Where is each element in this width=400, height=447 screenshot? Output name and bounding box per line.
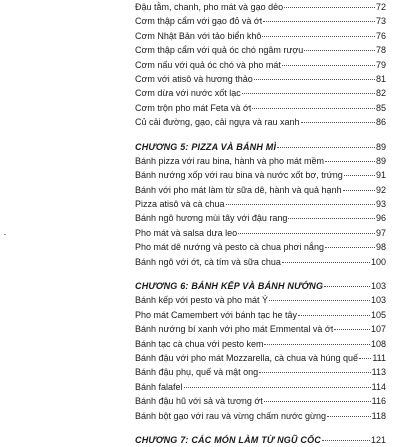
toc-entry xyxy=(135,380,386,394)
toc-entry xyxy=(135,115,386,129)
toc-entry xyxy=(135,226,386,240)
dot-leader xyxy=(277,147,375,148)
edge-mark xyxy=(4,234,6,235)
dot-leader xyxy=(226,204,375,205)
toc-entry xyxy=(135,168,386,182)
entry-title: Cơm dừa với nước xốt lạc xyxy=(135,88,241,99)
dot-leader xyxy=(263,21,375,22)
page-number: 105 xyxy=(370,309,386,320)
dot-leader xyxy=(184,387,371,388)
page-number: 97 xyxy=(375,227,386,238)
entry-title: Pho mát và salsa dưa leo xyxy=(135,227,238,238)
toc-entry xyxy=(135,43,386,57)
entry-title: Bánh nướng bí xanh với pho mát Emmental và ớt xyxy=(135,324,334,335)
page-number: 108 xyxy=(370,338,386,349)
dot-leader xyxy=(344,175,375,176)
entry-title: Cơm nấu với quả óc chó và pho mát xyxy=(135,59,281,70)
toc-entry xyxy=(135,255,386,269)
chapter-title: CHƯƠNG 7: CÁC MÓN LÀM TỪ NGŨ CỐC xyxy=(135,434,321,445)
page-number: 82 xyxy=(375,88,386,99)
toc-entry xyxy=(135,14,386,28)
page-number: 78 xyxy=(375,45,386,56)
page-number: 76 xyxy=(375,30,386,41)
table-of-contents xyxy=(135,0,386,447)
dot-leader xyxy=(264,401,371,402)
entry-title: Cơm trộn pho mát Feta và ớt xyxy=(135,102,252,113)
page-number: 116 xyxy=(371,396,386,407)
entry-title: Pho mát dê nướng và pesto cà chua phơi nắng xyxy=(135,242,324,253)
toc-entry xyxy=(135,101,386,115)
page-number: 113 xyxy=(371,367,386,378)
toc-entry xyxy=(135,72,386,86)
page-number: 121 xyxy=(370,434,386,445)
entry-title: Pizza atisô và cà chua xyxy=(135,199,225,210)
page-number: 111 xyxy=(372,352,386,363)
page-number: 85 xyxy=(375,102,386,113)
toc-entry xyxy=(135,29,386,43)
dot-leader xyxy=(259,372,371,373)
entry-title: Cơm thập cẩm với gạo đỏ và ớt xyxy=(135,16,263,27)
entry-title: Bánh ngô hương mùi tây với đậu rang xyxy=(135,213,288,224)
entry-title: Cơm với atisô và hương thảo xyxy=(135,73,253,84)
dot-leader xyxy=(298,315,370,316)
page-number: 91 xyxy=(375,170,386,181)
page-number: 93 xyxy=(375,199,386,210)
dot-leader xyxy=(327,416,371,417)
dot-leader xyxy=(334,329,370,330)
toc-entry xyxy=(135,394,386,408)
dot-leader xyxy=(322,440,370,441)
entry-title: Bánh tạc cà chua với pesto kem xyxy=(135,338,264,349)
dot-leader xyxy=(282,65,375,66)
chapter-heading xyxy=(135,279,386,293)
toc-entry xyxy=(135,308,386,322)
page-number: 114 xyxy=(371,381,386,392)
dot-leader xyxy=(284,7,375,8)
toc-entry xyxy=(135,351,386,365)
entry-title: Bánh đậu phụ, quế và mật ong xyxy=(135,367,259,378)
entry-title: Bánh kếp với pesto và pho mát Ý xyxy=(135,295,268,306)
entry-title: Cơm Nhật Bản với tảo biển khô xyxy=(135,30,262,41)
entry-title: Cơm thập cẩm với quả óc chó ngâm rượu xyxy=(135,45,304,56)
page-number: 118 xyxy=(371,410,386,421)
entry-title: Pho mát Camembert với bánh tạc he tây xyxy=(135,309,297,320)
page-number: 92 xyxy=(375,184,386,195)
toc-entry xyxy=(135,211,386,225)
dot-leader xyxy=(359,358,371,359)
page-number: 107 xyxy=(370,324,386,335)
entry-title: Củ cải đường, gạo, cải ngựa và rau xanh xyxy=(135,117,300,128)
page-number: 96 xyxy=(375,213,386,224)
entry-title: Bánh với pho mát làm từ sữa dê, hành và quả hạnh xyxy=(135,184,342,195)
toc-entry xyxy=(135,197,386,211)
page-number: 79 xyxy=(375,59,386,70)
page-number: 103 xyxy=(370,295,386,306)
dot-leader xyxy=(238,233,375,234)
chapter-heading xyxy=(135,433,386,447)
page-number: 81 xyxy=(375,73,386,84)
dot-leader xyxy=(343,190,375,191)
dot-leader xyxy=(264,344,369,345)
toc-entry xyxy=(135,58,386,72)
page-number: 100 xyxy=(370,256,386,267)
toc-entry xyxy=(135,0,386,14)
entry-title: Bánh ngô với ớt, cà tím và sữa chua xyxy=(135,256,281,267)
dot-leader xyxy=(325,247,375,248)
entry-title: Bánh pizza với rau bina, hành và pho mát mềm xyxy=(135,155,325,166)
dot-leader xyxy=(325,161,375,162)
entry-title: Bánh nướng xốp với rau bina và nước xốt bơ, trứng xyxy=(135,170,343,181)
dot-leader xyxy=(242,93,375,94)
toc-entry xyxy=(135,240,386,254)
chapter-title: CHƯƠNG 6: BÁNH KẾP VÀ BÁNH NƯỚNG xyxy=(135,281,324,292)
dot-leader xyxy=(282,262,370,263)
toc-entry xyxy=(135,183,386,197)
dot-leader xyxy=(324,286,370,287)
entry-title: Bánh bột gạo với rau và vừng chấm nước gừng xyxy=(135,410,326,421)
page-number: 73 xyxy=(375,16,386,27)
page-number: 89 xyxy=(375,141,386,152)
toc-entry xyxy=(135,293,386,307)
dot-leader xyxy=(304,50,375,51)
entry-title: Bánh falafel xyxy=(135,381,183,392)
toc-entry xyxy=(135,337,386,351)
page-number: 103 xyxy=(370,281,386,292)
toc-entry xyxy=(135,86,386,100)
page-number: 89 xyxy=(375,155,386,166)
toc-entry xyxy=(135,409,386,423)
toc-entry xyxy=(135,322,386,336)
toc-entry xyxy=(135,365,386,379)
toc-entry xyxy=(135,154,386,168)
page-number: 86 xyxy=(375,117,386,128)
page-number: 98 xyxy=(375,242,386,253)
page-number: 72 xyxy=(375,2,386,12)
dot-leader xyxy=(301,122,375,123)
dot-leader xyxy=(262,36,375,37)
chapter-title: CHƯƠNG 5: PIZZA VÀ BÁNH MÌ xyxy=(135,141,277,152)
entry-title: Bánh đậu hũ với sả và tương ớt xyxy=(135,396,263,407)
dot-leader xyxy=(269,300,370,301)
dot-leader xyxy=(252,108,375,109)
entry-title: Đậu tằm, chanh, pho mát và gạo dẻo xyxy=(135,2,284,12)
dot-leader xyxy=(254,79,375,80)
entry-title: Bánh đậu với pho mát Mozzarella, cà chua và húng quế xyxy=(135,352,359,363)
dot-leader xyxy=(288,218,375,219)
chapter-heading xyxy=(135,140,386,154)
